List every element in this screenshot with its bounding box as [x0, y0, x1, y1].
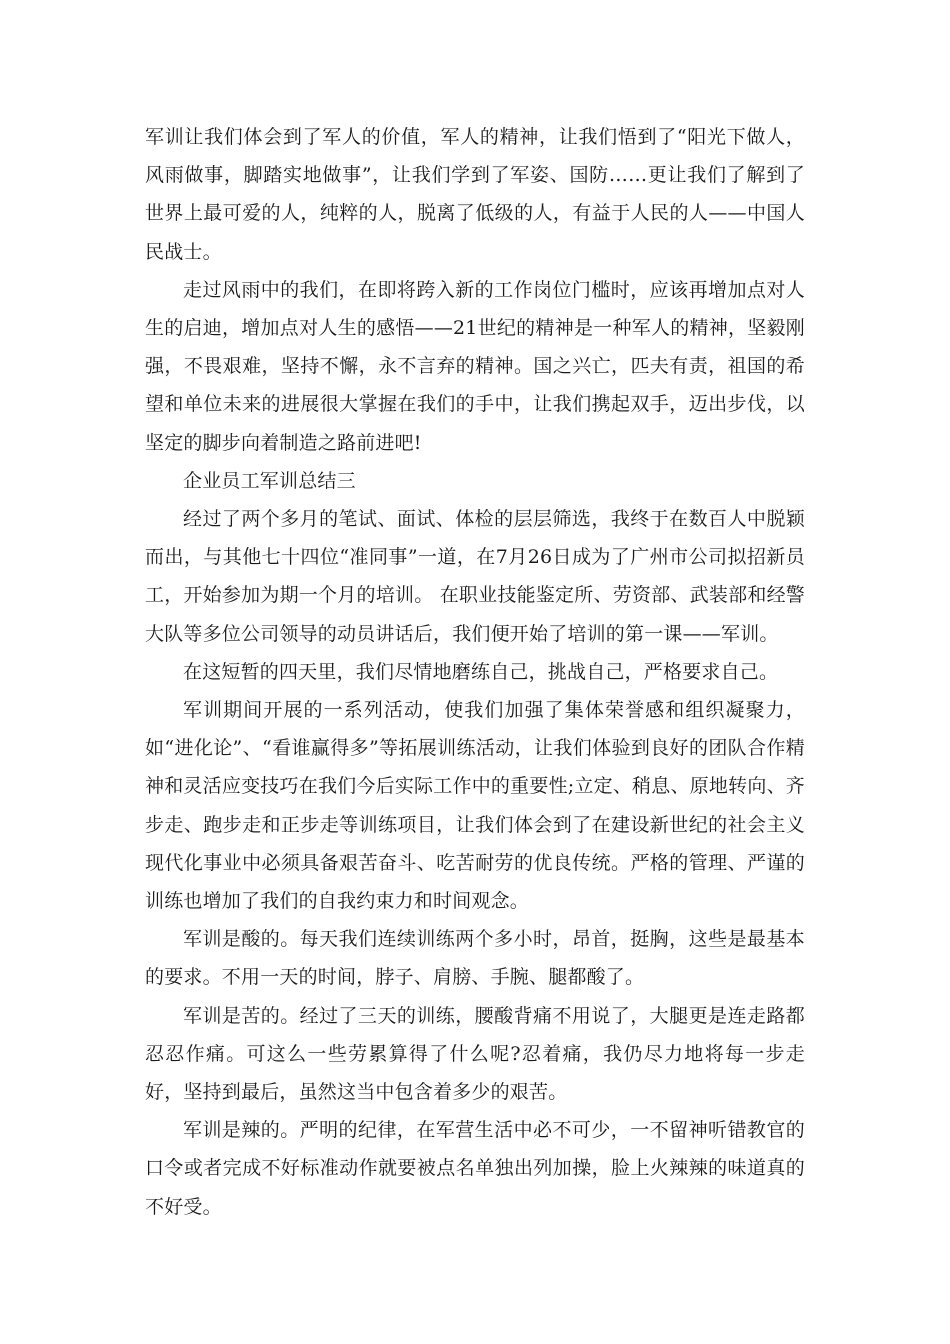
paragraph-3: 经过了两个多月的笔试、面试、体检的层层筛选，我终于在数百人中脱颖而出，与其他七十四位“准同事”一道，在7月26日成为了广州市公司拟招新员工，开始参加为期一个月的培训。 在职业技能鉴定所、劳资部、武装部和经警大队等多位公司领导的动员讲话后，我们便开始了培训的第一课——军训。: [145, 508, 805, 645]
document-body: [145, 118, 805, 1226]
paragraph-8: 军训是辣的。严明的纪律，在军营生活中必不可少，一不留神听错教官的口令或者完成不好标准动作就要被点名单独出列加操，脸上火辣辣的味道真的不好受。: [145, 1119, 805, 1218]
paragraph-7: 军训是苦的。经过了三天的训练，腰酸背痛不用说了，大腿更是连走路都忍忍作痛。可这么一些劳累算得了什么呢?忍着痛，我仍尽力地将每一步走好，坚持到最后，虽然这当中包含着多少的艰苦。: [145, 1004, 805, 1104]
paragraph-4: 在这短暂的四天里，我们尽情地磨练自己，挑战自己，严格要求自己。: [183, 660, 779, 683]
paragraph-5: 军训期间开展的一系列活动，使我们加强了集体荣誉感和组织凝聚力，如“进化论”、“看谁赢得多”等拓展训练活动，让我们体验到良好的团队合作精神和灵活应变技巧在我们今后实际工作中的重要性;立定、稍息、原地转向、齐步走、跑步走和正步走等训练项目，让我们体会到了在建设新世纪的社会主义现代化事业中必须具备艰苦奋斗、吃苦耐劳的优良传统。严格的管理、严谨的训练也增加了我们的自我约束力和时间观念。: [145, 699, 805, 913]
paragraph-6: 军训是酸的。每天我们连续训练两个多小时，昂首，挺胸，这些是最基本的要求。不用一天的时间，脖子、肩膀、手腕、腿都酸了。: [145, 928, 805, 989]
paragraph-2: 走过风雨中的我们，在即将跨入新的工作岗位门槛时，应该再增加点对人生的启迪，增加点对人生的感悟——21世纪的精神是一种军人的精神，坚毅刚强，不畏艰难，坚持不懈，永不言弃的精神。国之兴亡，匹夫有责，祖国的希望和单位未来的进展很大掌握在我们的手中，让我们携起双手，迈出步伐，以坚定的脚步向着制造之路前进吧!: [145, 278, 805, 454]
paragraph-1: 军训让我们体会到了军人的价值，军人的精神，让我们悟到了“阳光下做人，风雨做事，脚踏实地做事”，让我们学到了军姿、国防……更让我们了解到了世界上最可爱的人，纯粹的人，脱离了低级的人，有益于人民的人——中国人民战士。: [145, 126, 805, 263]
section-heading: 企业员工军训总结三: [183, 469, 356, 492]
